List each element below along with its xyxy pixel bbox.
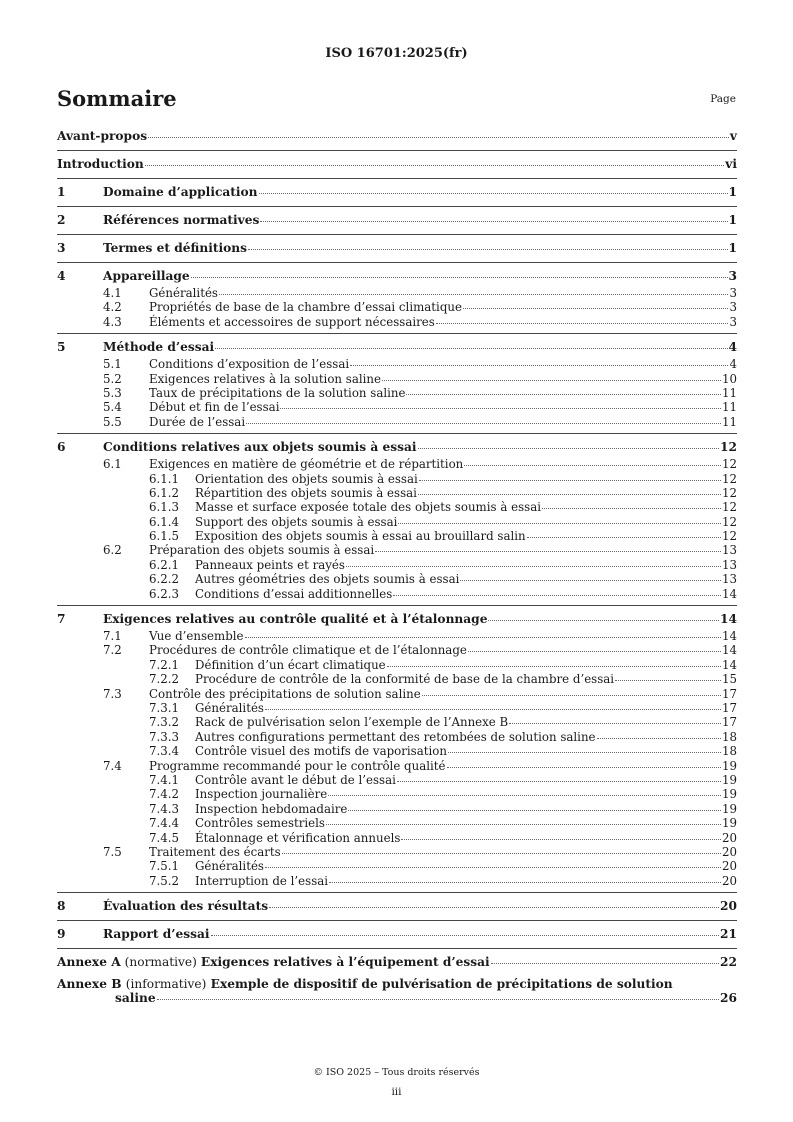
toc-entry-title: Définition d’un écart climatique	[195, 657, 386, 672]
toc-leader-dots	[246, 423, 721, 424]
toc-entry[interactable]	[57, 157, 737, 174]
toc-entry-number: 6.2.2	[149, 572, 180, 587]
toc-entry-page: 11	[721, 414, 737, 429]
toc-entry-number: 6.1.5	[149, 529, 180, 544]
toc-entry-page: 12	[721, 457, 737, 472]
toc-entry[interactable]	[57, 543, 737, 557]
toc-entry[interactable]	[57, 587, 737, 601]
toc-entry-page: 14	[721, 643, 737, 658]
toc-entry-page: 15	[721, 672, 737, 687]
toc-leader-dots	[348, 810, 721, 811]
toc-leader-dots	[248, 249, 728, 250]
toc-entry-number: 7.4	[103, 758, 122, 773]
toc-entry[interactable]	[57, 515, 737, 529]
toc-leader-dots	[448, 752, 721, 753]
toc-entry-page: 3	[729, 314, 737, 329]
page-column-label: Page	[710, 93, 736, 105]
toc-leader-dots	[436, 323, 729, 324]
toc-entry[interactable]	[57, 773, 737, 787]
toc-entry-page: 20	[721, 844, 737, 859]
toc-entry-number: 5	[57, 340, 66, 355]
toc-entry[interactable]	[57, 927, 737, 944]
toc-leader-dots	[597, 738, 721, 739]
toc-section-group	[57, 262, 737, 329]
toc-entry-number: 7.4.4	[149, 816, 180, 831]
toc-entry-page: 12	[721, 485, 737, 500]
toc-entry-title: Généralités	[149, 286, 218, 300]
toc-entry-title: Exigences en matière de géométrie et de répartition	[149, 457, 464, 472]
toc-entry-title: Généralités	[195, 859, 264, 874]
toc-entry-title: Inspection hebdomadaire	[195, 801, 348, 816]
toc-entry[interactable]	[57, 357, 737, 371]
toc-entry-title: Préparation des objets soumis à essai	[149, 543, 375, 558]
toc-entry-number: 2	[57, 213, 66, 227]
toc-entry-number: 7.2.2	[149, 672, 180, 687]
toc-entry-title: Durée de l’essai	[149, 414, 246, 429]
toc-entry-number: 5.1	[103, 357, 122, 372]
toc-leader-dots	[265, 709, 721, 710]
toc-section-group	[57, 433, 737, 601]
toc-entry-page: 19	[721, 772, 737, 787]
toc-entry-number: 7.3.4	[149, 744, 180, 759]
toc-entry-number: 7.3.2	[149, 715, 180, 730]
toc-entry-page: 4	[728, 340, 737, 355]
toc-entry-number: 8	[57, 899, 66, 914]
annex-b-page: 26	[720, 991, 737, 1006]
toc-section-group	[57, 892, 737, 916]
toc-leader-dots	[269, 907, 719, 908]
annex-b-title-cont: saline	[115, 991, 156, 1006]
toc-entry-page: 13	[721, 557, 737, 572]
toc-entry-page: 18	[721, 744, 737, 759]
toc-entry-title: Éléments et accessoires de support nécessaires	[149, 314, 435, 329]
toc-entry-title: Termes et définitions	[103, 241, 247, 255]
toc-entry-page: 10	[721, 371, 737, 386]
toc-entry-number: 6.1.2	[149, 485, 180, 500]
toc-entry-page: 12	[720, 440, 737, 455]
toc-entry[interactable]	[57, 831, 737, 845]
toc-entry[interactable]	[57, 386, 737, 400]
toc-entry-title: Contrôle avant le début de l’essai	[195, 772, 396, 787]
toc-leader-dots	[393, 595, 721, 596]
toc-leader-dots	[282, 853, 721, 854]
toc-entry[interactable]	[57, 715, 737, 729]
toc-leader-dots	[280, 408, 721, 409]
toc-entry-page: 17	[721, 715, 737, 730]
document-header: ISO 16701:2025(fr)	[325, 46, 468, 61]
toc-section-group	[57, 206, 737, 230]
toc-entry-number: 6.2.3	[149, 586, 180, 601]
toc-entry[interactable]	[57, 213, 737, 230]
toc-entry-page: 20	[721, 873, 737, 888]
toc-entry[interactable]	[57, 672, 737, 686]
toc-entry-page: 13	[721, 543, 737, 558]
toc-entry-number: 1	[57, 185, 66, 199]
toc-leader-dots	[259, 193, 728, 194]
toc-leader-dots	[406, 394, 721, 395]
toc-entry-title: Propriétés de base de la chambre d’essai climatique	[149, 300, 462, 315]
toc-entry-title: Exigences relatives à la solution saline	[149, 371, 381, 386]
toc-entry-page: 18	[721, 729, 737, 744]
toc-entry-title: Panneaux peints et rayés	[195, 557, 345, 572]
toc-entry-title: Évaluation des résultats	[103, 899, 269, 914]
toc-leader-dots	[157, 999, 719, 1000]
toc-entry[interactable]	[57, 529, 737, 543]
toc-entry-number: 6	[57, 440, 66, 455]
toc-leader-dots	[346, 566, 721, 567]
toc-leader-dots	[375, 551, 721, 552]
toc-entry-title: Début et fin de l’essai	[149, 400, 280, 415]
toc-entry-title: Autres géométries des objets soumis à essai	[195, 572, 460, 587]
toc-leader-dots	[447, 767, 721, 768]
toc-entry-title: Procédure de contrôle de la conformité de base de la chambre d’essai	[195, 672, 615, 687]
toc-entry-title: Procédures de contrôle climatique et de l’étalonnage	[149, 643, 467, 658]
toc-entry-page: 1	[728, 241, 737, 255]
toc-entry-page: 14	[721, 657, 737, 672]
toc-entry-title: Taux de précipitations de la solution saline	[149, 385, 406, 400]
toc-entry-title: Étalonnage et vérification annuels	[195, 830, 401, 845]
toc-entry[interactable]	[57, 816, 737, 830]
toc-section-group	[57, 150, 737, 174]
toc-entry-title: Rapport d’essai	[103, 927, 210, 942]
toc-entry-page: 20	[721, 830, 737, 845]
toc-entry-title: Vue d’ensemble	[149, 629, 244, 644]
toc-entry-title: Références normatives	[103, 213, 260, 227]
toc-entry-title: Support des objets soumis à essai	[195, 514, 398, 529]
toc-entry-title: Inspection journalière	[195, 787, 328, 802]
toc-entry-page: 19	[721, 816, 737, 831]
toc-leader-dots	[191, 277, 728, 278]
toc-entry-page: 1	[728, 213, 737, 227]
annex-b-title: Exemple de dispositif de pulvérisation de précipitations de solution	[210, 977, 673, 992]
toc-entry[interactable]	[57, 286, 737, 300]
toc-entry[interactable]	[57, 241, 737, 258]
toc-entry-page: 13	[721, 572, 737, 587]
toc-leader-dots	[419, 480, 721, 481]
page-title: Sommaire	[57, 86, 177, 111]
toc-entry[interactable]	[57, 472, 737, 486]
annex-a-page: 22	[720, 955, 737, 970]
toc-entry-number: 5.2	[103, 371, 122, 386]
toc-entry-number: 6.2.1	[149, 557, 180, 572]
toc-entry-title: Rack de pulvérisation selon l’exemple de l’Annexe B	[195, 715, 509, 730]
toc-entry-page: 14	[720, 612, 737, 627]
toc-entry[interactable]	[57, 899, 737, 916]
toc-entry[interactable]	[57, 300, 737, 314]
toc-entry-page: 3	[729, 300, 737, 315]
toc-leader-dots	[527, 537, 721, 538]
toc-annex-a-entry[interactable]	[57, 955, 737, 972]
toc-entry-number: 6.1.4	[149, 514, 180, 529]
toc-entry-title: Exposition des objets soumis à essai au brouillard salin	[195, 529, 526, 544]
toc-entry-number: 7.5	[103, 844, 122, 859]
toc-leader-dots	[350, 365, 728, 366]
toc-entry[interactable]	[57, 759, 737, 773]
toc-entry-page: 21	[720, 927, 737, 942]
toc-leader-dots	[615, 680, 721, 681]
annex-b-type: (informative)	[125, 977, 207, 992]
toc-entry-number: 7.3.1	[149, 700, 180, 715]
toc-entry-number: 7.4.5	[149, 830, 180, 845]
toc-entry[interactable]	[57, 269, 737, 286]
toc-entry[interactable]	[57, 730, 737, 744]
toc-entry-page: vi	[725, 157, 737, 171]
toc-leader-dots	[387, 666, 721, 667]
toc-entry-page: 12	[721, 500, 737, 515]
toc-entry-number: 4.3	[103, 314, 122, 329]
toc-entry-page: 17	[721, 686, 737, 701]
toc-entry-number: 5.5	[103, 414, 122, 429]
toc-leader-dots	[397, 781, 721, 782]
annex-a-title: Exigences relatives à l’équipement d’essai	[200, 955, 490, 970]
toc-entry[interactable]	[57, 687, 737, 701]
toc-entry-number: 7.5.1	[149, 859, 180, 874]
toc-entry-page: 11	[721, 400, 737, 415]
toc-leader-dots	[509, 723, 721, 724]
toc-entry-title: Généralités	[195, 700, 264, 715]
toc-entry[interactable]	[57, 372, 737, 386]
toc-entry-page: 3	[729, 286, 737, 300]
toc-leader-dots	[401, 839, 721, 840]
toc-entry-number: 6.1.3	[149, 500, 180, 515]
toc-leader-dots	[211, 935, 719, 936]
annex-a-label: Annexe A	[57, 955, 121, 970]
toc-entry-number: 7.1	[103, 629, 122, 644]
toc-entry-title: Avant-propos	[57, 129, 148, 143]
toc-entry-number: 6.1	[103, 457, 122, 472]
toc-entry[interactable]	[57, 572, 737, 586]
toc-entry-title: Interruption de l’essai	[195, 873, 329, 888]
toc-entry-number: 5.4	[103, 400, 122, 415]
toc-entry-title: Domaine d’application	[103, 185, 258, 199]
toc-entry-number: 7.4.1	[149, 772, 180, 787]
toc-entry-page: 4	[729, 357, 737, 372]
toc-leader-dots	[148, 137, 729, 138]
toc-leader-dots	[468, 651, 721, 652]
toc-leader-dots	[145, 165, 724, 166]
toc-entry-number: 7.3	[103, 686, 122, 701]
toc-entry-number: 5.3	[103, 385, 122, 400]
toc-entry-title: Masse et surface exposée totale des objets soumis à essai	[195, 500, 541, 515]
toc-entry[interactable]	[57, 558, 737, 572]
toc-entry-title: Introduction	[57, 157, 144, 171]
toc-entry-page: 1	[728, 185, 737, 199]
toc-entry-number: 7	[57, 612, 66, 627]
toc-leader-dots	[464, 465, 721, 466]
toc-leader-dots	[491, 963, 719, 964]
toc-entry[interactable]	[57, 643, 737, 657]
toc-entry-title: Conditions relatives aux objets soumis à essai	[103, 440, 417, 455]
toc-entry-number: 4.2	[103, 300, 122, 315]
toc-entry[interactable]	[57, 612, 737, 629]
toc-entry-title: Traitement des écarts	[149, 844, 281, 859]
toc-leader-dots	[463, 308, 729, 309]
toc-leader-dots	[398, 523, 721, 524]
toc-entry[interactable]	[57, 415, 737, 429]
toc-leader-dots	[488, 620, 719, 621]
toc-entry-page: 14	[721, 629, 737, 644]
toc-section-group	[57, 605, 737, 888]
toc-entry-number: 7.4.2	[149, 787, 180, 802]
toc-leader-dots	[422, 695, 721, 696]
toc-entry[interactable]	[57, 744, 737, 758]
toc-entry-number: 7.2	[103, 643, 122, 658]
toc-entry-number: 7.3.3	[149, 729, 180, 744]
toc-entry[interactable]	[57, 859, 737, 873]
toc-entry-page: 20	[720, 899, 737, 914]
toc-leader-dots	[382, 380, 721, 381]
toc-entry-page: 12	[721, 529, 737, 544]
toc-entry[interactable]	[57, 701, 737, 715]
toc-entry-title: Conditions d’exposition de l’essai	[149, 357, 350, 372]
table-of-contents	[57, 129, 737, 1005]
toc-entry-title: Exigences relatives au contrôle qualité et à l’étalonnage	[103, 612, 488, 627]
toc-entry-page: 17	[721, 700, 737, 715]
toc-entry-title: Autres configurations permettant des retombées de solution saline	[195, 729, 596, 744]
toc-leader-dots	[215, 348, 727, 349]
toc-entry-number: 6.1.1	[149, 471, 180, 486]
toc-entry-title: Contrôles semestriels	[195, 816, 325, 831]
toc-entry-number: 7.2.1	[149, 657, 180, 672]
toc-entry-page: v	[729, 129, 737, 143]
annex-a-type: (normative)	[124, 955, 197, 970]
toc-entry-number: 4	[57, 269, 66, 283]
toc-entry[interactable]	[57, 658, 737, 672]
toc-entry-number: 9	[57, 927, 66, 942]
toc-section-group	[57, 333, 737, 429]
toc-leader-dots	[418, 494, 721, 495]
toc-entry-number: 7.5.2	[149, 873, 180, 888]
toc-entry[interactable]	[57, 874, 737, 888]
toc-entry[interactable]	[57, 440, 737, 457]
toc-entry-page: 20	[721, 859, 737, 874]
copyright-footer: © ISO 2025 – Tous droits réservés	[313, 1067, 480, 1078]
toc-entry[interactable]	[57, 400, 737, 414]
toc-entry[interactable]	[57, 500, 737, 514]
toc-entry[interactable]	[57, 486, 737, 500]
toc-entry-number: 7.4.3	[149, 801, 180, 816]
toc-entry-title: Contrôle visuel des motifs de vaporisation	[195, 744, 447, 759]
toc-entry-title: Appareillage	[103, 269, 190, 283]
toc-entry-page: 11	[721, 385, 737, 400]
toc-entry[interactable]	[57, 340, 737, 357]
toc-section-group	[57, 178, 737, 202]
toc-leader-dots	[260, 221, 727, 222]
toc-leader-dots	[265, 867, 721, 868]
toc-leader-dots	[460, 580, 721, 581]
toc-leader-dots	[326, 824, 721, 825]
toc-entry-title: Répartition des objets soumis à essai	[195, 485, 417, 500]
toc-entry-title: Contrôle des précipitations de solution saline	[149, 686, 421, 701]
toc-leader-dots	[219, 294, 729, 295]
toc-entry-title: Programme recommandé pour le contrôle qualité	[149, 758, 446, 773]
toc-leader-dots	[328, 795, 721, 796]
toc-entry-page: 19	[721, 758, 737, 773]
toc-leader-dots	[329, 882, 721, 883]
toc-entry-page: 3	[728, 269, 737, 283]
toc-entry[interactable]	[57, 629, 737, 643]
toc-entry-title: Orientation des objets soumis à essai	[195, 471, 418, 486]
toc-entry-page: 19	[721, 801, 737, 816]
toc-entry-title: Conditions d’essai additionnelles	[195, 586, 393, 601]
page-number: iii	[391, 1086, 402, 1098]
annex-b-label: Annexe B	[57, 977, 122, 992]
toc-entry-page: 14	[721, 586, 737, 601]
toc-entry-number: 6.2	[103, 543, 122, 558]
toc-section-group	[57, 234, 737, 258]
toc-annex-b-entry[interactable]	[57, 972, 737, 1005]
toc-entry-page: 12	[721, 471, 737, 486]
toc-entry-number: 3	[57, 241, 66, 255]
toc-entry-title: Méthode d’essai	[103, 340, 215, 355]
toc-section-group	[57, 129, 737, 146]
toc-entry[interactable]	[57, 845, 737, 859]
toc-entry[interactable]	[57, 787, 737, 801]
toc-entry-number: 4.1	[103, 286, 122, 300]
toc-entry[interactable]	[57, 802, 737, 816]
toc-leader-dots	[418, 448, 719, 449]
toc-entry[interactable]	[57, 315, 737, 329]
toc-section-group	[57, 920, 737, 944]
toc-entry[interactable]	[57, 457, 737, 471]
toc-entry-page: 19	[721, 787, 737, 802]
toc-entry[interactable]	[57, 129, 737, 146]
toc-leader-dots	[245, 637, 721, 638]
toc-annex-group	[57, 948, 737, 1005]
toc-leader-dots	[542, 508, 721, 509]
toc-entry[interactable]	[57, 185, 737, 202]
toc-entry-page: 12	[721, 514, 737, 529]
